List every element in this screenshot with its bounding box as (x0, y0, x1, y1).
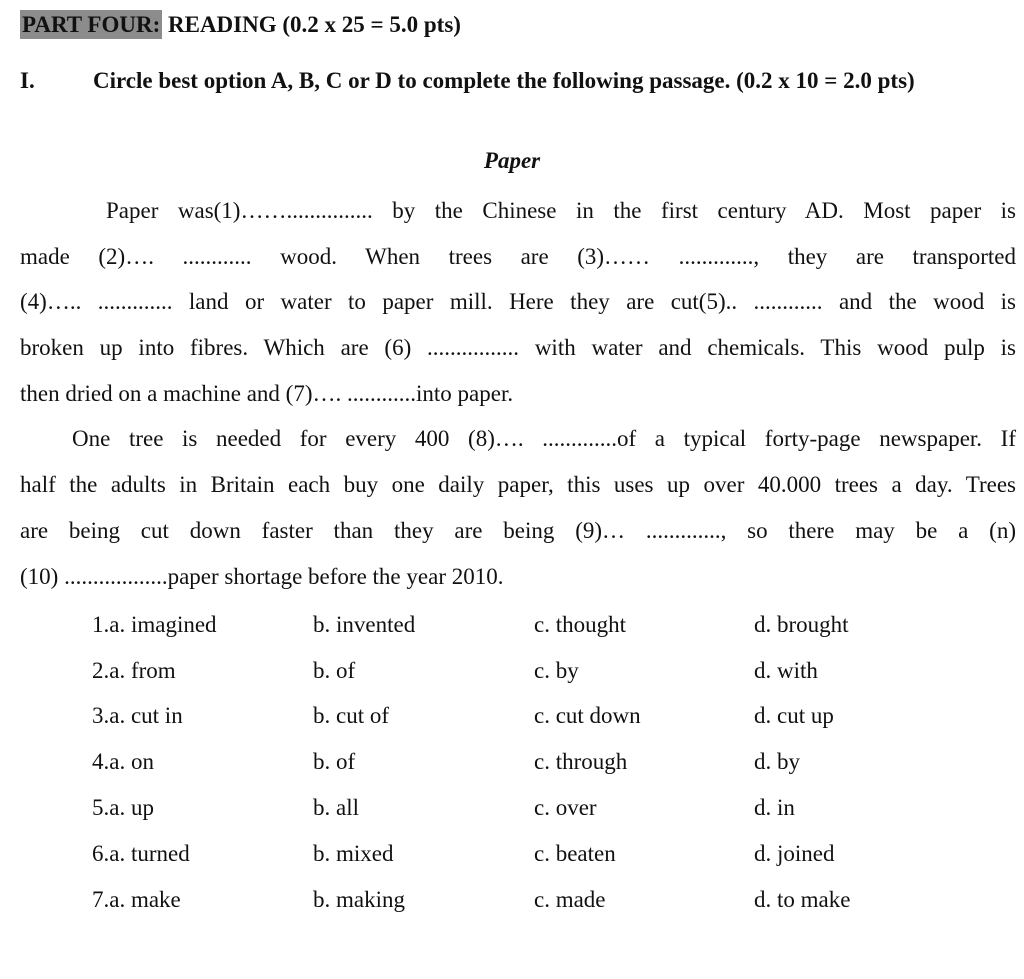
option-c[interactable]: c. beaten (534, 840, 616, 866)
option-row-4 (92, 739, 992, 785)
part-label: PART FOUR: (22, 12, 161, 37)
option-row-6 (92, 831, 992, 877)
option-a[interactable]: 6.a. turned (92, 840, 190, 866)
option-c[interactable]: c. thought (534, 611, 626, 637)
answer-options (92, 602, 992, 923)
option-c[interactable]: c. by (534, 657, 579, 683)
passage-line-6: One tree is needed for every 400 (8)…. .............of a typical forty-page newspaper. If (72, 426, 1016, 452)
passage-title: Paper (483, 148, 541, 173)
passage-line-3: (4)….. ............. land or water to paper mill. Here they are cut(5).. ............ and the wood is (20, 289, 1016, 315)
option-c[interactable]: c. cut down (534, 703, 641, 729)
option-row-2 (92, 648, 992, 694)
passage-line-5: then dried on a machine and (7)…. ............into paper. (20, 380, 514, 406)
option-b[interactable]: b. cut of (313, 703, 390, 729)
part-title: READING (0.2 x 25 = 5.0 pts) (162, 12, 461, 37)
option-d[interactable]: d. to make (754, 886, 851, 912)
option-d[interactable]: d. with (754, 657, 818, 683)
option-d[interactable]: d. joined (754, 840, 835, 866)
option-row-3 (92, 694, 992, 740)
option-b[interactable]: b. mixed (313, 840, 394, 866)
passage-line-4: broken up into fibres. Which are (6) ................ with water and chemicals. This wood pulp is (20, 335, 1016, 361)
option-c[interactable]: c. made (534, 886, 606, 912)
passage-line-8: are being cut down faster than they are being (9)… ............., so there may be a (n) (20, 517, 1016, 543)
option-row-5 (92, 785, 992, 831)
passage-line-1: Paper was(1)……............... by the Chinese in the first century AD. Most paper is (106, 198, 1016, 223)
option-b[interactable]: b. of (313, 749, 356, 775)
option-b[interactable]: b. invented (313, 611, 416, 637)
option-a[interactable]: 1.a. imagined (92, 611, 217, 637)
section-number: I. (20, 68, 35, 93)
passage-line-2: made (2)…. ............ wood. When trees are (3)…… ............., they are transported (20, 243, 1016, 269)
option-row-7 (92, 877, 992, 923)
option-a[interactable]: 3.a. cut in (92, 703, 183, 729)
option-b[interactable]: b. making (313, 886, 405, 912)
option-a[interactable]: 7.a. make (92, 886, 181, 912)
option-d[interactable]: d. cut up (754, 703, 834, 729)
option-row-1 (92, 602, 992, 648)
option-b[interactable]: b. all (313, 795, 359, 821)
passage-body (20, 188, 1016, 599)
section-instruction (20, 58, 1006, 104)
passage-line-7: half the adults in Britain each buy one daily paper, this uses up over 40.000 trees a day. Trees (20, 472, 1016, 498)
option-d[interactable]: d. in (754, 795, 795, 821)
option-a[interactable]: 5.a. up (92, 795, 154, 821)
option-c[interactable]: c. over (534, 795, 597, 821)
option-a[interactable]: 4.a. on (92, 749, 154, 775)
part-heading (20, 12, 461, 38)
instruction-text: Circle best option A, B, C or D to complete the following passage. (0.2 x 10 = 2.0 pts) (93, 68, 915, 93)
option-d[interactable]: d. brought (754, 611, 849, 637)
option-c[interactable]: c. through (534, 749, 628, 775)
option-d[interactable]: d. by (754, 749, 800, 775)
option-b[interactable]: b. of (313, 657, 356, 683)
passage-line-9: (10) ..................paper shortage before the year 2010. (20, 563, 504, 589)
option-a[interactable]: 2.a. from (92, 657, 176, 683)
